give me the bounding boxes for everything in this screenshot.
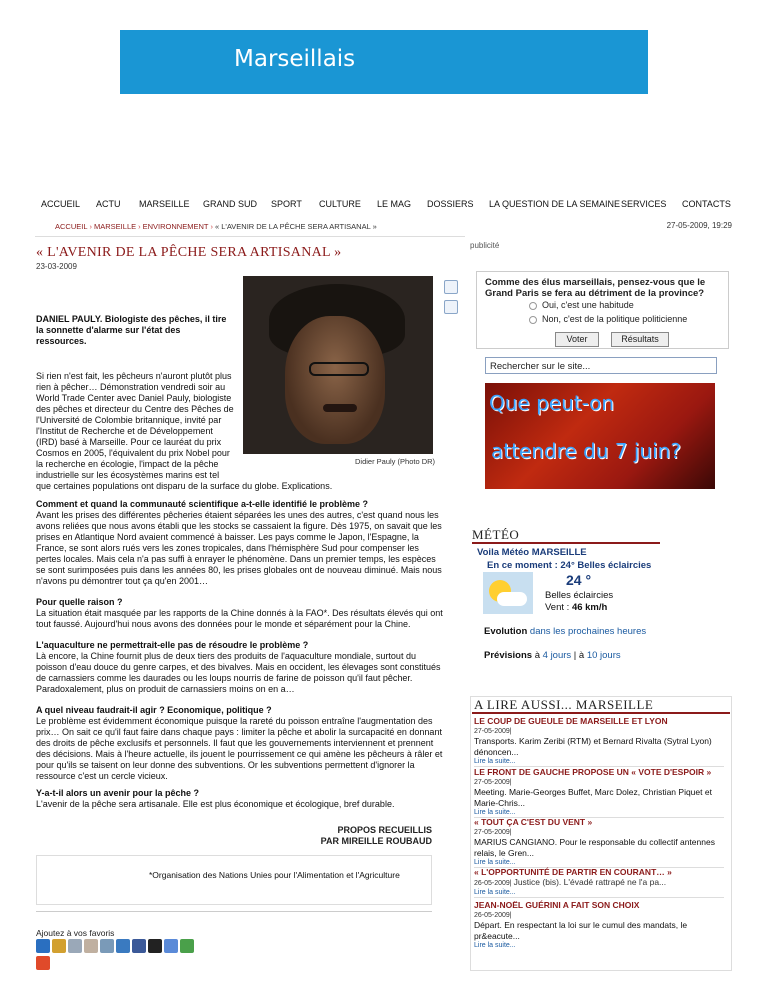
site-search-input[interactable]: Rechercher sur le site... [485,357,717,374]
intro-line: la recherche en écologie, l'impact de la pêche [36,459,219,469]
footnote-text: *Organisation des Nations Unies pour l'Alimentation et l'Agriculture [149,870,400,880]
answer-line: de carnassiers comme les daurades ou les loups nourris de farine de poisson qu'il faut pêcher. [36,673,413,683]
wind-value: 46 km/h [571,602,608,613]
meteo-sky: Belles éclaircies [545,590,614,601]
answer-line: n'avons pu démontrer tout ça qu'en 2001… [36,576,209,586]
poll-option-label: Oui, c'est une habitude [542,300,634,310]
intro-line: des pêches et directeur du Centre des Pêches de [36,404,234,414]
intro-line: Si rien n'est fait, les pêcheurs n'auront plutôt plus [36,371,232,381]
breadcrumb-current: « L'AVENIR DE LA PÊCHE SERA ARTISANAL » [214,222,377,231]
poll-option-label: Non, c'est de la politique politicienne [542,314,688,324]
answer-line: Paradoxalement, plus on produit de carnassiers moins on en a… [36,684,295,694]
related-item-text: Transports. Karim Zeribi (RTM) et Bernard Rivalta (Sytral Lyon) dénoncen... [474,736,712,757]
photo-face [285,316,385,444]
related-heading: A LIRE AUSSI... MARSEILLE [474,697,654,712]
bookmark-icons [36,939,196,955]
related-item-text: Justice (bis). L'évadé rattrapé ne l'a pa... [513,877,667,887]
answer-line: ressource c'est un cercle vicieux. [36,771,168,781]
related-item-date [474,878,724,888]
forecast-a: à [534,650,543,661]
intro-line: industrielle sur les écosystèmes marins est tel [36,470,220,480]
forecast-label: Prévisions [484,650,535,661]
breadcrumb-accueil[interactable]: ACCUEIL [55,222,88,231]
article-title: « L'AVENIR DE LA PÊCHE SERA ARTISANAL » [36,245,342,260]
digg-icon[interactable] [68,939,82,953]
related-item-date: 27-05-2009| [474,728,512,735]
signature-line: PAR MIREILLE ROUBAUD [320,836,432,846]
results-button[interactable]: Résultats [611,332,669,347]
read-more-link[interactable]: Lire la suite... [474,889,516,896]
poll-option-non[interactable] [529,314,687,324]
promo-line: Que peut-on [489,391,615,415]
print-icon[interactable] [444,300,458,314]
evolution-label: Evolution [484,626,530,637]
read-more-link[interactable]: Lire la suite... [474,758,516,765]
nav-item-sport[interactable]: SPORT [271,199,302,209]
nav-item-accueil[interactable]: ACCUEIL [41,199,81,209]
stumble-icon[interactable] [100,939,114,953]
divider [36,911,432,912]
answer-line: Le problème est évidemment économique puisque la rareté du poisson entraîne l'augmentation des [36,716,433,726]
nav-item-le-mag[interactable]: LE MAG [377,199,412,209]
answer-line: Avant les prises des différentes pêcheries étaient séparées les unes des autres, c'est quand nous les [36,510,439,520]
intro-line: rien à pêcher… Démonstration vendredi soir au [36,382,226,392]
yahoo-icon[interactable] [36,956,50,970]
nav-item-question-semaine[interactable]: LA QUESTION DE LA SEMAINE [489,199,621,209]
nav-item-actu[interactable]: ACTU [96,199,121,209]
nav-item-grand-sud[interactable]: GRAND SUD [203,199,258,209]
vote-button[interactable]: Voter [555,332,599,347]
question-heading: A quel niveau faudrait-il agir ? Economique, politique ? [36,705,272,715]
related-item-date-value: 26-05-2009| [474,880,512,887]
meteo-now: En ce moment : 24° Belles éclaircies [487,560,652,571]
promo-banner[interactable] [485,383,715,489]
delicious-squares-icon[interactable] [148,939,162,953]
question-heading: Y-a-t-il alors un avenir pour la pêche ? [36,788,200,798]
meteo-heading: MÉTÉO [472,527,520,542]
meteo-heading-bar [472,542,660,544]
intro-line: l'Université de Colombie britannique, invité par [36,415,222,425]
main-nav [0,199,768,213]
related-item-title[interactable]: « L'OPPORTUNITÉ DE PARTIR EN COURANT… » [474,867,672,877]
related-item [474,716,724,767]
nav-item-contacts[interactable]: CONTACTS [682,199,731,209]
photo-mouth [323,404,357,412]
nav-item-marseille[interactable]: MARSEILLE [139,199,190,209]
article-lede: DANIEL PAULY. Biologiste des pêches, il tire la sonnette d'alarme sur l'état des ressources. [36,314,227,346]
answer-line: tout faussé. Aujourd'hui nous avons des données pour le monde et séparément pour la Chine. [36,619,411,629]
forecast-separator: | à [571,650,587,661]
poll-question: Comme des élus marseillais, pensez-vous que le Grand Paris se fera au détriment de la province? [485,277,706,299]
footnote-box [36,855,432,905]
live-icon[interactable] [164,939,178,953]
read-more-link[interactable]: Lire la suite... [474,859,516,866]
article-photo [243,276,433,454]
reddit-icon[interactable] [84,939,98,953]
intro-line: que certaines populations ont disparu de la surface du globe. Explications. [36,481,333,491]
technorati-icon[interactable] [180,939,194,953]
answer-line: pour qu'ils se taisent on leur donne des subventions. Or les subventions permettent d'ignorer la [36,760,415,770]
poll-option-oui[interactable] [529,300,634,310]
answer-line: se sont surimposées puis dans les années 80, les prises globales ont de nouveau diminué. Mais nous [36,565,442,575]
meteo-title: Voila Météo MARSEILLE [477,547,587,558]
answer-line: La situation était masquée par les rapports de la Chine donnés à la FAO*. Des résultats élevés qui ont [36,608,443,618]
read-more-link[interactable]: Lire la suite... [474,809,516,816]
intro-line: Cosmos en 2005, l'équivalent du prix Nobel pour [36,448,230,458]
intro-line: l'Institut de Recherche et de Développement [36,426,213,436]
question-heading: L'aquaculture ne permettrait-elle pas de résoudre le problème ? [36,640,309,650]
answer-line: avons reliées que nous avons établi que les stocks se cassaient la figure. Dès 1975, on savait que les [36,521,442,531]
breadcrumb-separator: › [138,222,141,231]
divider [35,236,465,237]
ad-label: publicité [470,241,500,250]
nav-item-services[interactable]: SERVICES [621,199,667,209]
answer-line: des droits de pêche exclusifs et personnels. Il faut que les gouvernements interviennent et prennent [36,738,434,748]
delicious-icon[interactable] [52,939,66,953]
signature-line: PROPOS RECUEILLIS [337,825,432,835]
sun-cloud-icon [483,572,533,614]
related-item-text: MARIUS CANGIANO. Pour le responsable du collectif antennes relais, le Gren... [474,837,715,858]
related-item [474,867,724,898]
facebook-icon[interactable] [132,939,146,953]
photo-glasses [309,362,369,376]
related-item-title[interactable]: LE FRONT DE GAUCHE PROPOSE UN « VOTE D'ESPOIR » [474,767,712,777]
breadcrumb-separator: › [89,222,93,231]
forecast-4-days-link[interactable]: 4 jours [542,650,572,661]
read-more-link[interactable]: Lire la suite... [474,942,516,949]
favorites-label: Ajoutez à vos favoris [36,928,115,938]
promo-line: attendre du 7 juin? [491,439,681,463]
meteo-temperature: 24 ° [566,572,592,588]
answer-line: pertes locales. Mais cela n'a pas suffi à enrayer le phénomène. Dans un premier temps, les espèces [36,554,436,564]
related-heading-bar [472,712,730,714]
answer-line: France, se sont alors rués vers les zones tropicales, dans l'hémisphère Sud pour compenser les [36,543,419,553]
related-item-title[interactable]: LE COUP DE GUEULE DE MARSEILLE ET LYON [474,716,668,726]
photo-caption: Didier Pauly (Photo DR) [355,457,436,466]
favorite-star-icon[interactable] [36,939,50,953]
cloud-shape [497,592,527,606]
related-item [474,900,724,950]
related-item-title[interactable]: « TOUT ÇA C'EST DU VENT » [474,817,593,827]
forecast-10-days-link[interactable]: 10 jours [586,650,621,661]
related-item-title[interactable]: JEAN-NOËL GUÉRINI A FAIT SON CHOIX [474,900,640,910]
wind-label: Vent : [545,602,572,613]
breadcrumb [55,222,377,231]
related-item-date: 27-05-2009| [474,779,512,786]
answer-line: prises en Atlantique Nord avaient commencé à baisser. Les pays comme le Japon, l'Espagne, la [36,532,419,542]
breadcrumb-environnement[interactable]: ENVIRONNEMENT [142,222,209,231]
answer-line: des décisions. Mais à l'heure actuelle, ils jouent le pourrissement ce qui amène les pêcheurs à râler et [36,749,443,759]
header-banner[interactable] [120,30,648,94]
question-heading: Comment et quand la communauté scientifique a-t-elle identifié le problème ? [36,499,369,509]
meteo-evolution [484,626,646,637]
share-icon[interactable] [444,280,458,294]
nav-item-culture[interactable]: CULTURE [319,199,361,209]
related-item-date: 27-05-2009| [474,829,512,836]
meteo-forecast [484,650,621,661]
radio-icon[interactable] [529,316,537,324]
poll-box [476,271,729,349]
meteo-wind [545,602,607,613]
intro-line: (IRD) basé à Marseille. Pour ce lauréat du prix [36,437,222,447]
radio-icon[interactable] [529,302,537,310]
answer-line: poisson d'eau douce du genre carpes, et des bivalves. Mais en occident, les élevages sont constitués [36,662,441,672]
related-item-date: 26-05-2009| [474,912,512,919]
intro-line: World Trade Center avec Daniel Pauly, biologiste [36,393,232,403]
related-item [474,817,724,868]
answer-line: Là encore, la Chine fournit plus de deux tiers des produits de l'aquaculture mondiale, surtout du [36,651,416,661]
breadcrumb-marseille[interactable]: MARSEILLE [94,222,137,231]
question-heading: Pour quelle raison ? [36,597,123,607]
nav-item-dossiers[interactable]: DOSSIERS [427,199,474,209]
google-icon[interactable] [116,939,130,953]
evolution-link[interactable]: dans les prochaines heures [529,626,647,637]
article-date: 23-03-2009 [36,262,77,271]
answer-line: L'avenir de la pêche sera artisanale. Elle est plus économique et écologique, bref durable. [36,799,395,809]
related-item-text: Meeting. Marie-Georges Buffet, Marc Dolez, Christian Piquet et Marie-Chris... [474,787,712,808]
site-logo[interactable]: Marseillais [234,46,356,72]
breadcrumb-separator: › [210,222,213,231]
answer-line: prix… On sait ce qu'il faut faire dans chaque pays : limiter la pêche et abolir la surcapacité en donnant [36,727,442,737]
related-item-text: Départ. En respectant la loi sur le cumul des mandats, le pr&eacute... [474,920,688,941]
current-datetime: 27-05-2009, 19:29 [666,221,732,230]
related-item [474,767,724,818]
